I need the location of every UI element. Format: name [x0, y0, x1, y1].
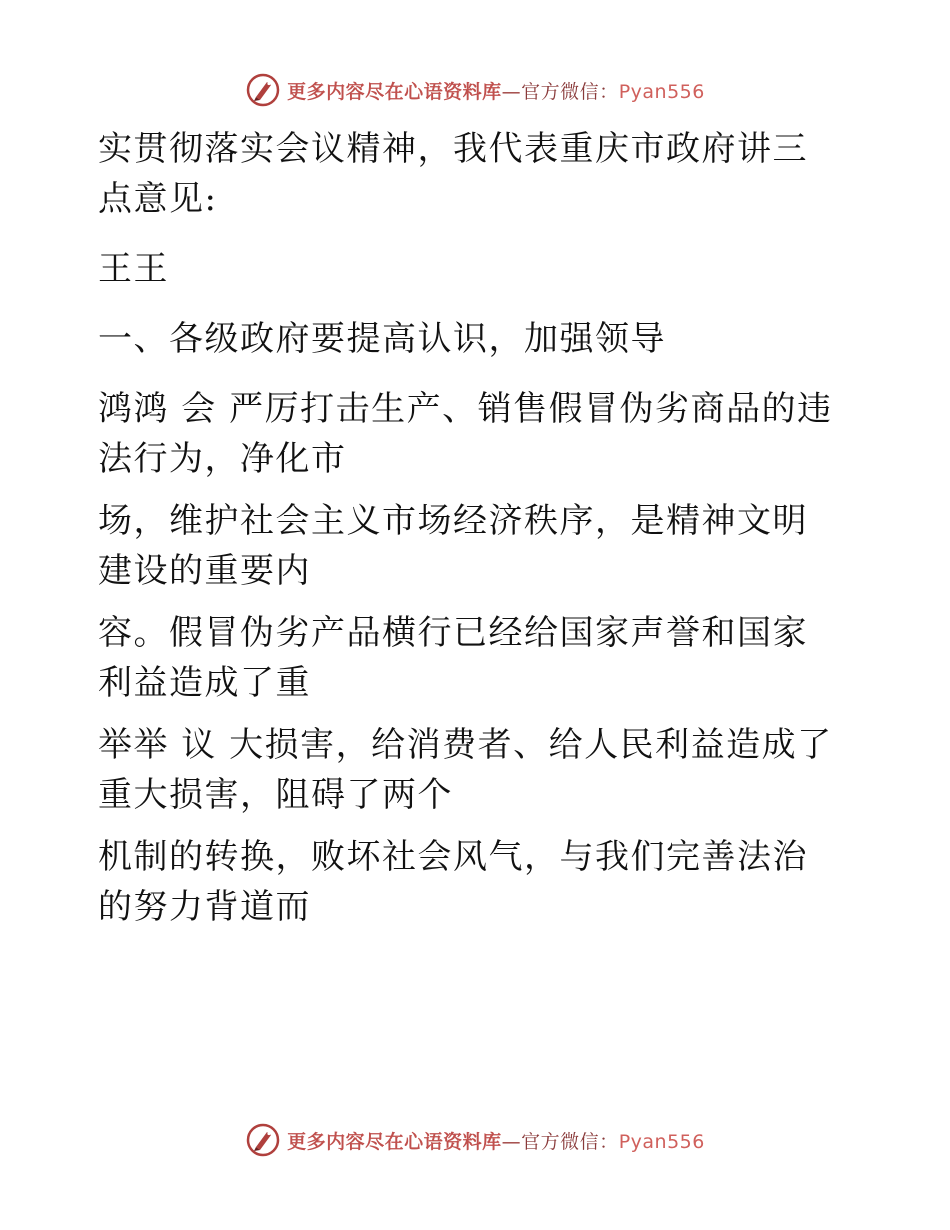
banner-label: 官方微信：: [521, 80, 619, 103]
banner-dash: —: [501, 1130, 522, 1153]
banner-brand: 更多内容尽在心语资料库: [287, 1130, 502, 1153]
banner-wechat-id: Pyan556: [618, 1130, 705, 1153]
pen-logo-icon: [245, 72, 281, 108]
paragraph-4: 鸿鸿 会 严厉打击生产、销售假冒伪劣商品的违法行为，净化市: [98, 389, 833, 479]
paragraph-8: 机制的转换，败坏社会风气，与我们完善法治的努力背道而: [98, 837, 808, 927]
banner-label: 官方微信：: [521, 1130, 619, 1153]
banner-brand: 更多内容尽在心语资料库: [287, 80, 502, 103]
paragraph-5: 场，维护社会主义市场经济秩序，是精神文明建设的重要内: [98, 501, 808, 591]
paragraph-3: 一、各级政府要提高认识，加强领导: [98, 319, 666, 359]
header-banner: [0, 72, 950, 108]
document-body: [98, 124, 838, 932]
paragraph-1: 实贯彻落实会议精神，我代表重庆市政府讲三点意见:: [98, 129, 808, 219]
paragraph-2: 王王: [98, 249, 169, 289]
banner-dash: —: [501, 80, 522, 103]
pen-logo-icon: [245, 1122, 281, 1158]
footer-banner-text: [287, 1127, 705, 1154]
banner-wechat-id: Pyan556: [618, 80, 705, 103]
paragraph-6: 容。假冒伪劣产品横行已经给国家声誉和国家利益造成了重: [98, 613, 808, 703]
header-banner-text: [287, 77, 705, 104]
footer-banner: [0, 1122, 950, 1158]
paragraph-7: 举举 议 大损害，给消费者、给人民利益造成了重大损害，阻碍了两个: [98, 725, 833, 815]
